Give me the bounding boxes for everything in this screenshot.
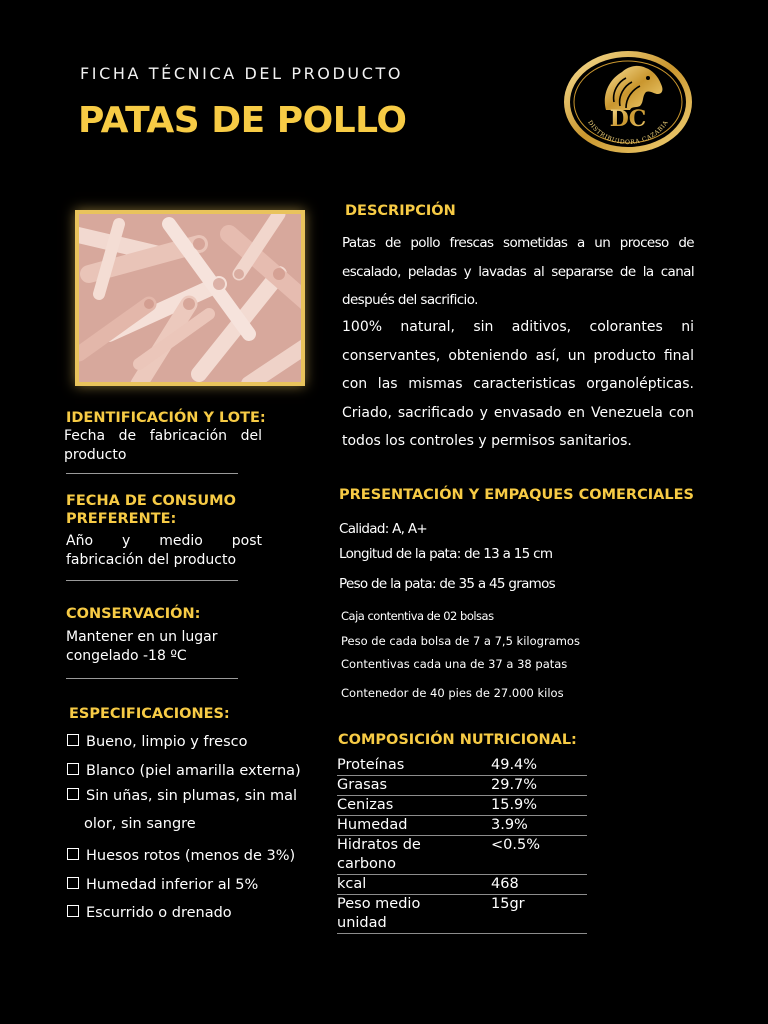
- nutrient-value: <0.5%: [487, 836, 587, 875]
- spec-item: Bueno, limpio y fresco: [67, 728, 248, 756]
- nutrient-name: Peso medio unidad: [337, 895, 487, 934]
- presentation-line: Peso de la pata: de 35 a 45 gramos: [339, 576, 555, 592]
- checkbox-icon: [67, 763, 79, 775]
- description-paragraph-1: Patas de pollo frescas sometidas a un proceso de escalado, peladas y lavadas al separarse de la canal después del sacrificio.: [342, 235, 694, 308]
- nutrient-value: 15.9%: [487, 796, 587, 816]
- best-before-text: Año y medio post fabricación del producto: [66, 533, 262, 568]
- spec-item: Sin uñas, sin plumas, sin mal: [67, 782, 297, 810]
- spec-item: Humedad inferior al 5%: [67, 871, 258, 899]
- specifications-heading: ESPECIFICACIONES:: [69, 706, 230, 722]
- nutrient-value: 29.7%: [487, 776, 587, 796]
- conservation-heading: CONSERVACIÓN:: [66, 606, 201, 622]
- nutrition-heading: COMPOSICIÓN NUTRICIONAL:: [338, 732, 577, 748]
- logo-ring-text: DISTRIBUIDORA CAZABIA: [586, 119, 670, 147]
- packaging-line: Contenedor de 40 pies de 27.000 kilos: [341, 686, 564, 700]
- best-before-heading: FECHA DE CONSUMO PREFERENTE:: [66, 493, 236, 527]
- presentation-heading: PRESENTACIÓN Y EMPAQUES COMERCIALES: [339, 487, 694, 503]
- spec-item-continuation: olor, sin sangre: [84, 816, 196, 832]
- table-row: [337, 836, 587, 875]
- document-subtitle: FICHA TÉCNICA DEL PRODUCTO: [80, 64, 404, 83]
- description-paragraph-2: 100% natural, sin aditivos, colorantes ni conservantes, obteniendo así, un producto final con las mismas caracteristicas organolépticas. Criado, sacrificado y envasado en Venezuela con todos los controles y permisos sanitarios.: [342, 319, 694, 449]
- conservation-text: Mantener en un lugar congelado -18 ºC: [66, 629, 218, 664]
- spec-item: Huesos rotos (menos de 3%): [67, 842, 295, 870]
- product-photo: [75, 210, 305, 386]
- nutrient-name: Hidratos de carbono: [337, 836, 487, 875]
- table-row: [337, 776, 587, 796]
- divider: [66, 580, 238, 581]
- presentation-line: Calidad: A, A+: [339, 521, 428, 537]
- nutrient-name: Grasas: [337, 776, 487, 796]
- packaging-line: Contentivas cada una de 37 a 38 patas: [341, 657, 568, 671]
- nutrient-value: 468: [487, 875, 587, 895]
- spec-item: Escurrido o drenado: [67, 899, 232, 927]
- table-row: [337, 875, 587, 895]
- brand-logo: [562, 50, 694, 154]
- nutrient-name: Proteínas: [337, 756, 487, 776]
- description-heading: DESCRIPCIÓN: [345, 203, 456, 219]
- nutrient-value: 15gr: [487, 895, 587, 934]
- logo-monogram: DC: [609, 106, 647, 132]
- checkbox-icon: [67, 734, 79, 746]
- table-row: [337, 756, 587, 776]
- divider: [66, 678, 238, 679]
- nutrient-value: 3.9%: [487, 816, 587, 836]
- checkbox-icon: [67, 877, 79, 889]
- checkbox-icon: [67, 848, 79, 860]
- checkbox-icon: [67, 905, 79, 917]
- nutrient-name: kcal: [337, 875, 487, 895]
- packaging-line: Peso de cada bolsa de 7 a 7,5 kilogramos: [341, 634, 580, 648]
- table-row: [337, 816, 587, 836]
- spec-item: Blanco (piel amarilla externa): [67, 757, 301, 785]
- nutrient-value: 49.4%: [487, 756, 587, 776]
- checkbox-icon: [67, 788, 79, 800]
- nutrition-table: [337, 756, 587, 934]
- identification-text: Fecha de fabricación del producto: [64, 428, 262, 463]
- identification-heading: IDENTIFICACIÓN Y LOTE:: [66, 410, 266, 426]
- presentation-line: Longitud de la pata: de 13 a 15 cm: [339, 546, 553, 562]
- chicken-feet-image: [79, 214, 301, 382]
- table-row: [337, 895, 587, 934]
- nutrient-name: Humedad: [337, 816, 487, 836]
- table-row: [337, 796, 587, 816]
- product-title: PATAS DE POLLO: [78, 100, 407, 141]
- divider: [66, 473, 238, 474]
- nutrient-name: Cenizas: [337, 796, 487, 816]
- packaging-line: Caja contentiva de 02 bolsas: [341, 609, 494, 623]
